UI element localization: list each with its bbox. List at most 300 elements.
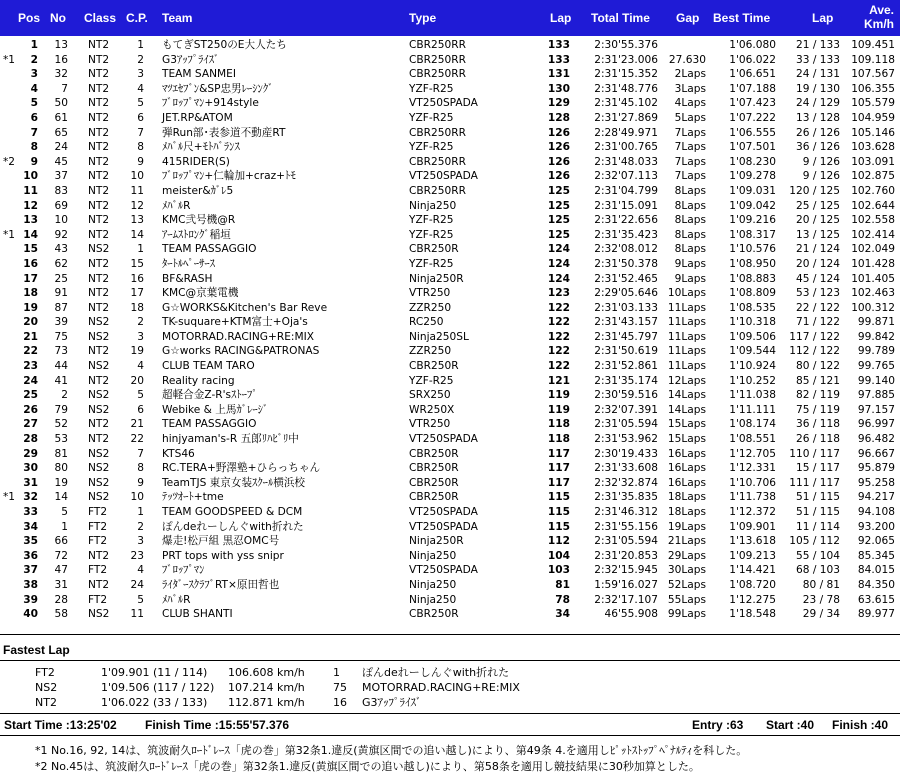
row-class: FT2 (88, 535, 108, 548)
row-gap: 16Laps (667, 476, 706, 489)
fastest-class: FT2 (35, 666, 55, 679)
table-row (0, 476, 900, 491)
row-average-speed: 63.615 (857, 593, 895, 606)
row-pos: 28 (23, 433, 38, 446)
row-total-time: 2:31'35.423 (594, 228, 658, 241)
table-row (0, 286, 900, 301)
row-laps: 81 (555, 578, 570, 591)
row-note: *1 (3, 53, 16, 66)
row-best-lap: 22 / 122 (795, 301, 840, 314)
row-machine-type: Ninja250 (409, 549, 457, 562)
row-class-position: 17 (130, 287, 144, 300)
row-gap: 12Laps (667, 374, 706, 387)
row-gap: 2Laps (674, 68, 706, 81)
row-gap: 11Laps (667, 330, 706, 343)
row-best-lap: 105 / 112 (789, 535, 840, 548)
row-best-lap: 20 / 124 (795, 257, 840, 270)
row-laps: 124 (547, 257, 570, 270)
row-total-time: 2:31'20.853 (594, 549, 658, 562)
row-laps: 103 (547, 564, 570, 577)
row-pos: 6 (30, 111, 38, 124)
row-average-speed: 96.667 (857, 447, 895, 460)
row-class-position: 18 (130, 301, 144, 314)
row-gap: 3Laps (674, 82, 706, 95)
row-class: NS2 (88, 447, 110, 460)
fastest-number: 16 (333, 696, 347, 709)
row-class-position: 10 (130, 491, 144, 504)
row-best-time: 1'12.275 (729, 593, 776, 606)
row-laps: 129 (547, 97, 570, 110)
row-gap: 99Laps (667, 608, 706, 621)
row-class: NT2 (88, 155, 110, 168)
row-total-time: 2:31'52.465 (594, 272, 658, 285)
row-pos: 7 (30, 126, 38, 139)
row-average-speed: 105.579 (851, 97, 895, 110)
row-best-time: 1'12.372 (729, 506, 776, 518)
row-total-time: 2:28'49.971 (594, 126, 658, 139)
row-total-time: 2:31'48.033 (594, 155, 658, 168)
row-average-speed: 99.765 (857, 360, 895, 373)
table-row (0, 374, 900, 389)
row-gap: 11Laps (667, 345, 706, 358)
row-machine-type: YZF-R25 (409, 82, 454, 95)
row-machine-type: VT250SPADA (409, 97, 478, 110)
row-pos: 26 (23, 403, 38, 416)
row-class: NT2 (88, 257, 110, 270)
row-number: 1 (61, 520, 68, 533)
row-best-lap: 51 / 115 (795, 506, 840, 518)
row-pos: 31 (23, 476, 38, 489)
row-pos: 40 (23, 608, 38, 621)
row-number: 2 (61, 389, 68, 402)
row-pos: 21 (23, 330, 38, 343)
row-average-speed: 99.789 (857, 345, 895, 358)
row-pos: 12 (23, 199, 38, 212)
row-gap: 11Laps (667, 316, 706, 329)
row-laps: 126 (547, 126, 570, 139)
row-class: NT2 (88, 184, 110, 197)
row-class: NT2 (88, 97, 110, 110)
row-laps: 115 (547, 506, 570, 518)
table-row (0, 534, 900, 549)
row-gap: 16Laps (667, 462, 706, 475)
row-class-position: 10 (130, 170, 144, 183)
row-best-lap: 36 / 118 (795, 418, 840, 431)
row-machine-type: CBR250RR (409, 155, 466, 168)
row-class-position: 3 (137, 330, 144, 343)
row-average-speed: 95.879 (857, 462, 895, 475)
row-class-position: 4 (137, 564, 144, 577)
row-class-position: 21 (130, 418, 144, 431)
row-class: NS2 (88, 608, 110, 621)
fastest-number: 1 (333, 666, 340, 679)
row-machine-type: VTR250 (409, 287, 451, 300)
row-gap: 14Laps (667, 403, 706, 416)
row-average-speed: 84.015 (857, 564, 895, 577)
row-class: NS2 (88, 491, 110, 504)
row-class: NT2 (88, 126, 110, 139)
row-machine-type: CBR250R (409, 360, 459, 373)
row-number: 44 (54, 360, 68, 373)
row-team: RC.TERA+野澤塾+ひらっちゃん (162, 462, 321, 475)
row-best-lap: 26 / 118 (795, 433, 840, 446)
header-class: Class (84, 11, 117, 25)
row-pos: 24 (23, 374, 38, 387)
row-total-time: 2:31'48.776 (594, 82, 658, 95)
row-laps: 122 (547, 330, 570, 343)
row-pos: 29 (23, 447, 38, 460)
header-ave-line2: Km/h (864, 17, 894, 31)
penalty-note-2: *2 No.45は、筑波耐久ﾛｰﾄﾞﾚｰｽ「虎の巻」第32条1.違反(黄旗区間での追い越し)により、第58条を適用し競技結果に30秒加算とした。 (35, 760, 700, 773)
row-laps: 125 (547, 228, 570, 241)
row-best-lap: 24 / 131 (795, 68, 840, 81)
row-best-lap: 51 / 115 (795, 491, 840, 504)
row-machine-type: CBR250R (409, 243, 459, 256)
row-best-lap: 23 / 78 (802, 593, 840, 606)
row-number: 50 (54, 97, 68, 110)
row-total-time: 2:31'46.312 (594, 506, 658, 518)
row-gap: 8Laps (674, 243, 706, 256)
row-machine-type: Ninja250R (409, 535, 464, 548)
fastest-lap-row (0, 666, 900, 680)
row-number: 81 (54, 447, 68, 460)
table-row (0, 272, 900, 287)
row-team: G3ｱｯﾌﾟﾗｲｽﾞ (162, 53, 220, 66)
row-best-time: 1'08.174 (729, 418, 776, 431)
row-best-lap: 29 / 34 (802, 608, 840, 621)
table-row (0, 520, 900, 535)
row-class: NT2 (88, 287, 110, 300)
divider (0, 735, 900, 736)
row-average-speed: 109.118 (851, 53, 895, 66)
row-best-time: 1'09.213 (729, 549, 776, 562)
fastest-time: 1'09.901 (11 / 114) (101, 666, 208, 679)
row-class: NT2 (88, 578, 110, 591)
table-row (0, 169, 900, 184)
row-machine-type: VT250SPADA (409, 170, 478, 183)
row-number: 31 (54, 578, 68, 591)
row-pos: 30 (23, 462, 38, 475)
table-row (0, 126, 900, 141)
row-class: NT2 (88, 433, 110, 446)
header-ave-kmh (852, 3, 894, 31)
row-machine-type: CBR250R (409, 491, 459, 504)
row-pos: 22 (23, 345, 38, 358)
row-laps: 133 (547, 39, 570, 51)
row-laps: 104 (547, 549, 570, 562)
row-average-speed: 102.875 (851, 170, 895, 183)
header-pos: Pos (18, 11, 41, 25)
row-machine-type: ZZR250 (409, 301, 452, 314)
row-class-position: 5 (137, 97, 144, 110)
table-row (0, 82, 900, 97)
row-team: ｱｰﾑｽﾄﾛﾝｸﾞ稲垣 (162, 228, 231, 241)
row-class-position: 2 (137, 520, 144, 533)
table-row (0, 505, 900, 520)
row-class-position: 4 (137, 360, 144, 373)
row-number: 79 (54, 403, 68, 416)
row-gap: 9Laps (674, 272, 706, 285)
row-number: 43 (54, 243, 68, 256)
row-team: ﾃｯﾂｵｰﾄ+tme (162, 491, 224, 504)
table-row (0, 315, 900, 330)
row-best-lap: 53 / 123 (795, 287, 840, 300)
row-number: 37 (54, 170, 68, 183)
row-best-time: 1'10.706 (729, 476, 776, 489)
row-pos: 11 (23, 184, 38, 197)
fastest-time: 1'09.506 (117 / 122) (101, 681, 215, 694)
row-machine-type: CBR250RR (409, 68, 466, 81)
row-class: NS2 (88, 316, 110, 329)
row-team: TEAM PASSAGGIO (162, 243, 257, 256)
fastest-lap-row (0, 696, 900, 710)
row-class: FT2 (88, 564, 108, 577)
row-team: JET.RP&ATOM (162, 111, 233, 124)
row-machine-type: ZZR250 (409, 345, 452, 358)
row-team: TK-suquare+KTM富士+Oja's (162, 316, 308, 329)
row-pos: 37 (23, 564, 38, 577)
row-total-time: 2:32'07.113 (594, 170, 658, 183)
row-total-time: 1:59'16.027 (594, 578, 658, 591)
row-class: NS2 (88, 403, 110, 416)
row-best-time: 1'10.924 (729, 360, 776, 373)
row-gap: 29Laps (667, 549, 706, 562)
header-lap: Lap (550, 11, 572, 25)
row-machine-type: YZF-R25 (409, 257, 454, 270)
row-number: 7 (61, 82, 68, 95)
table-row (0, 563, 900, 578)
row-best-time: 1'07.222 (729, 111, 776, 124)
row-average-speed: 93.200 (857, 520, 895, 533)
row-laps: 131 (547, 68, 570, 81)
row-pos: 36 (23, 549, 38, 562)
row-number: 47 (54, 564, 68, 577)
row-pos: 38 (23, 578, 38, 591)
row-class-position: 8 (137, 141, 144, 154)
row-class-position: 2 (137, 316, 144, 329)
row-machine-type: VT250SPADA (409, 506, 478, 518)
row-laps: 118 (547, 433, 570, 446)
row-class: NT2 (88, 53, 110, 66)
row-gap: 14Laps (667, 389, 706, 402)
row-class: NT2 (88, 214, 110, 227)
table-row (0, 111, 900, 126)
row-team: MOTORRAD.RACING+RE:MIX (162, 330, 315, 343)
row-total-time: 2:32'07.391 (594, 403, 658, 416)
row-class-position: 19 (130, 345, 144, 358)
row-total-time: 2:31'33.608 (594, 462, 658, 475)
header-gap: Gap (676, 11, 700, 25)
row-pos: 23 (23, 360, 38, 373)
row-laps: 125 (547, 214, 570, 227)
row-gap: 19Laps (667, 520, 706, 533)
row-number: 83 (54, 184, 68, 197)
row-team: Reality racing (162, 374, 235, 387)
table-row (0, 447, 900, 462)
row-team: TeamTJS 東京女装ｽｸｰﾙ横浜校 (162, 476, 306, 489)
row-best-lap: 110 / 117 (789, 447, 840, 460)
row-team: 爆走!松戸組 黒忍OMC号 (162, 535, 280, 548)
row-machine-type: YZF-R25 (409, 228, 454, 241)
row-laps: 122 (547, 360, 570, 373)
header-total-time: Total Time (591, 11, 650, 25)
header-best-time: Best Time (713, 11, 771, 25)
row-total-time: 2:31'05.594 (594, 418, 658, 431)
row-class-position: 15 (130, 257, 144, 270)
row-average-speed: 94.217 (857, 491, 895, 504)
row-best-lap: 117 / 122 (789, 330, 840, 343)
row-team: ﾏﾂｴｾﾌﾞﾝ&SP忠男ﾚｰｼﾝｸﾞ (162, 82, 274, 95)
row-machine-type: CBR250R (409, 476, 459, 489)
row-machine-type: Ninja250 (409, 578, 457, 591)
row-total-time: 46'55.908 (604, 608, 658, 621)
row-gap: 11Laps (667, 360, 706, 373)
row-best-lap: 80 / 122 (795, 360, 840, 373)
row-class-position: 6 (137, 403, 144, 416)
row-class-position: 1 (137, 39, 144, 51)
row-laps: 34 (555, 608, 570, 621)
row-class-position: 13 (130, 214, 144, 227)
row-machine-type: VT250SPADA (409, 520, 478, 533)
row-machine-type: Ninja250 (409, 199, 457, 212)
row-gap: 27.630 (668, 53, 706, 66)
row-average-speed: 97.157 (857, 403, 895, 416)
row-best-time: 1'18.548 (729, 608, 776, 621)
row-best-lap: 21 / 133 (795, 39, 840, 51)
row-average-speed: 107.567 (851, 68, 895, 81)
table-row (0, 257, 900, 272)
row-best-time: 1'11.738 (729, 491, 776, 504)
row-laps: 122 (547, 301, 570, 314)
row-best-time: 1'12.331 (729, 462, 776, 475)
row-class-position: 2 (137, 53, 144, 66)
row-laps: 78 (555, 593, 570, 606)
row-pos: 33 (23, 506, 38, 518)
row-best-lap: 111 / 117 (789, 476, 840, 489)
row-average-speed: 105.146 (851, 126, 895, 139)
row-number: 16 (54, 53, 68, 66)
fastest-class: NS2 (35, 681, 58, 694)
row-class: NT2 (88, 141, 110, 154)
row-number: 10 (54, 214, 68, 227)
row-laps: 112 (547, 535, 570, 548)
row-gap: 15Laps (667, 418, 706, 431)
row-number: 25 (54, 272, 68, 285)
row-number: 41 (54, 374, 68, 387)
row-class-position: 14 (130, 228, 144, 241)
finish-time: Finish Time :15:55'57.376 (145, 718, 290, 732)
row-laps: 117 (547, 447, 570, 460)
row-best-time: 1'06.555 (729, 126, 776, 139)
row-best-lap: 25 / 125 (795, 199, 840, 212)
row-average-speed: 102.414 (851, 228, 895, 241)
row-gap: 55Laps (667, 593, 706, 606)
row-average-speed: 106.355 (851, 82, 895, 95)
row-total-time: 2:31'05.594 (594, 535, 658, 548)
row-best-time: 1'12.705 (729, 447, 776, 460)
row-best-lap: 120 / 125 (789, 184, 840, 197)
row-total-time: 2:30'59.516 (594, 389, 658, 402)
header-team: Team (162, 11, 193, 25)
row-class-position: 24 (130, 578, 144, 591)
row-team: BF&RASH (162, 272, 213, 285)
header-cp: C.P. (126, 11, 148, 25)
row-average-speed: 96.482 (857, 433, 895, 446)
row-total-time: 2:31'04.799 (594, 184, 658, 197)
row-team: G☆WORKS&Kitchen's Bar Reve (162, 301, 328, 314)
row-laps: 119 (547, 403, 570, 416)
results-header (0, 0, 900, 36)
row-average-speed: 100.312 (851, 301, 895, 314)
row-average-speed: 102.558 (851, 214, 895, 227)
row-number: 72 (54, 549, 68, 562)
row-pos: 19 (23, 301, 38, 314)
table-row (0, 301, 900, 316)
row-pos: 9 (30, 155, 38, 168)
row-class: FT2 (88, 520, 108, 533)
row-total-time: 2:31'52.861 (594, 360, 658, 373)
row-best-time: 1'08.551 (729, 433, 776, 446)
row-number: 65 (54, 126, 68, 139)
row-best-time: 1'08.720 (729, 578, 776, 591)
row-pos: 17 (23, 272, 38, 285)
row-gap: 8Laps (674, 214, 706, 227)
row-pos: 18 (23, 287, 38, 300)
row-gap: 9Laps (674, 257, 706, 270)
row-average-speed: 102.049 (851, 243, 895, 256)
row-note: *1 (3, 228, 16, 241)
row-number: 73 (54, 345, 68, 358)
row-number: 58 (54, 608, 68, 621)
row-laps: 124 (547, 272, 570, 285)
row-best-lap: 20 / 125 (795, 214, 840, 227)
row-number: 45 (54, 155, 68, 168)
row-total-time: 2:30'19.433 (594, 447, 658, 460)
row-laps: 130 (547, 82, 570, 95)
row-class: NS2 (88, 243, 110, 256)
row-number: 24 (54, 141, 68, 154)
row-best-lap: 85 / 121 (795, 374, 840, 387)
row-class-position: 9 (137, 476, 144, 489)
row-laps: 118 (547, 418, 570, 431)
row-class: NS2 (88, 462, 110, 475)
start-time: Start Time :13:25'02 (4, 718, 117, 732)
row-average-speed: 94.108 (857, 506, 895, 518)
row-machine-type: YZF-R25 (409, 141, 454, 154)
row-machine-type: CBR250RR (409, 53, 466, 66)
row-best-time: 1'08.950 (729, 257, 776, 270)
row-team: G☆works RACING&PATRONAS (162, 345, 320, 358)
row-best-lap: 9 / 126 (802, 170, 840, 183)
table-row (0, 593, 900, 608)
table-row (0, 607, 900, 622)
row-best-time: 1'11.111 (729, 403, 776, 416)
row-best-time: 1'07.501 (729, 141, 776, 154)
row-machine-type: CBR250RR (409, 126, 466, 139)
row-laps: 119 (547, 389, 570, 402)
row-best-lap: 15 / 117 (795, 462, 840, 475)
row-note: *1 (3, 491, 16, 504)
table-row (0, 67, 900, 82)
table-row (0, 388, 900, 403)
row-team: TEAM SANMEI (162, 68, 236, 81)
row-average-speed: 85.345 (857, 549, 895, 562)
row-machine-type: YZF-R25 (409, 374, 454, 387)
table-row (0, 96, 900, 111)
penalty-note-1: *1 No.16, 92, 14は、筑波耐久ﾛｰﾄﾞﾚｰｽ「虎の巻」第32条1.違反(黄旗区間での追い越し)により、第49条 4.を適用しﾋﾟｯﾄｽﾄｯﾌﾟﾍﾟﾅﾙﾃｨを科した。 (35, 744, 748, 757)
row-average-speed: 99.871 (857, 316, 895, 329)
row-best-lap: 82 / 119 (795, 389, 840, 402)
